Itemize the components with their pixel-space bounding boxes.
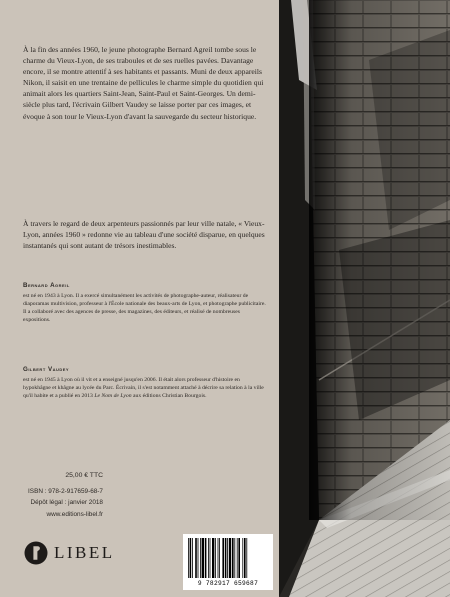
barcode-bar <box>208 538 209 578</box>
bio-text: est né en 1943 à Lyon. Il a exercé simultanément les activités de photographe-auteur, réalisateur de diaporamas multivision, professeur à l'École nationale des beaux-arts de Lyon, et photographe publicitaire. Il a collaboré avec des agences de presse, des magazines, des éditeurs, et réalisé de nombreuses expositions. <box>23 293 266 323</box>
bio-name: Gilbert Vaudey <box>23 366 70 373</box>
barcode-bar <box>244 538 246 578</box>
bio-gilbert-vaudey <box>23 366 268 400</box>
barcode-bar <box>219 538 220 578</box>
barcode-bar <box>195 538 197 578</box>
barcode-bar <box>198 538 199 578</box>
barcode-bar <box>229 538 231 578</box>
publisher-name: LIBEL <box>54 543 115 562</box>
bio-text <box>23 376 268 400</box>
barcode-bar <box>212 538 214 578</box>
barcode-bar <box>238 538 240 578</box>
bio-bernard-agreil <box>23 282 268 324</box>
website: www.editions-libel.fr <box>46 510 103 518</box>
cover-photograph <box>279 0 450 597</box>
book-title: Le Nom de Lyon <box>94 393 132 399</box>
barcode-bar <box>190 538 192 578</box>
publisher-emblem-icon <box>24 541 48 565</box>
price-info <box>28 470 103 520</box>
barcode <box>183 534 273 590</box>
barcode-bar <box>246 538 247 578</box>
barcode-number: 9 782917 659687 <box>197 580 259 587</box>
barcode-bar <box>234 538 235 578</box>
barcode-bar <box>218 538 219 578</box>
barcode-bars <box>188 538 268 578</box>
bio-text-end: aux éditions Christian Bourgois. <box>131 393 207 399</box>
blurb-text-1: À la fin des années 1960, le jeune photographe Bernard Agreil tombe sous le charme du Vieux-Lyon, de ses traboules et de ses ruelles pavées. Davantage encore, il se montre attentif à ses habitants et passants. Muni de deux appareils Nikon, il saisit en une trentaine de pellicules le charme simple du quotidien qui animait alors les quartiers Saint-Jean, Saint-Paul et Saint-Georges. Un demi-siècle plus tard, l'écrivain Gilbert Vaudey se laisse porter par ces images, et évoque à son tour le Vieux-Lyon d'avant la sauvegarde du secteur historique. <box>23 45 264 121</box>
barcode-bar <box>242 538 243 578</box>
barcode-bar <box>232 538 234 578</box>
price: 25,00 € TTC <box>65 472 103 479</box>
barcode-bar <box>237 538 238 578</box>
barcode-bar <box>192 538 193 578</box>
blurb-paragraph-2 <box>23 218 268 251</box>
bio-text-start: est né en 1945 à Lyon où il vit et a enseigné jusqu'en 2006. Il était alors professeur d'histoire en hypokhâgne et khâgne au lycée du Parc. Écrivain, il s'est notamment attaché à décrire sa relation à la ville qu'il habite et a publié en 2013 <box>23 377 264 399</box>
bio-name: Bernard Agreil <box>23 282 70 289</box>
barcode-bar <box>215 538 216 578</box>
isbn: ISBN : 978-2-917659-68-7 <box>28 487 103 495</box>
stone-wall-photo <box>279 0 450 597</box>
barcode-bar <box>202 538 204 578</box>
legal-deposit: Dépôt légal : janvier 2018 <box>30 499 103 506</box>
barcode-bar <box>222 538 224 578</box>
barcode-bar <box>188 538 189 578</box>
blurb-text-2: À travers le regard de deux arpenteurs passionnés par leur ville natale, « Vieux-Lyon, années 1960 » redonne vie au tableau d'une société disparue, en quelques instantanés qui sont autant de trésors inestimables. <box>23 219 265 251</box>
barcode-bar <box>200 538 201 578</box>
barcode-bar <box>225 538 227 578</box>
barcode-bar <box>210 538 211 578</box>
blurb-paragraph-1 <box>23 44 268 122</box>
publisher-logo <box>24 541 115 565</box>
barcode-bar <box>205 538 207 578</box>
barcode-bar <box>227 538 228 578</box>
